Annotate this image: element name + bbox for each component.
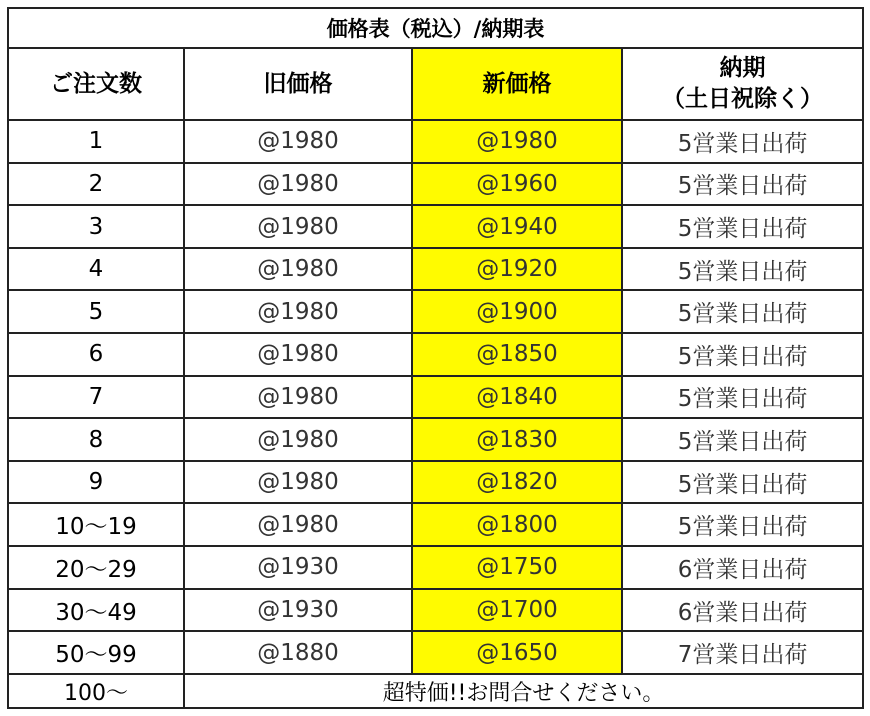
special-price-message: 超特価!!お問合せください。	[184, 674, 863, 708]
footer-row	[8, 674, 863, 708]
new-price-cell: @1920	[412, 248, 622, 291]
old-price-cell: @1980	[184, 120, 412, 163]
delivery-cell: 5営業日出荷	[622, 205, 863, 248]
quantity-cell: 2	[8, 163, 184, 206]
old-price-cell: @1930	[184, 546, 412, 589]
old-price-cell: @1980	[184, 205, 412, 248]
table-row	[8, 461, 863, 504]
table-title: 価格表（税込）/納期表	[8, 8, 863, 48]
new-price-cell: @1980	[412, 120, 622, 163]
quantity-cell: 3	[8, 205, 184, 248]
delivery-cell: 6営業日出荷	[622, 589, 863, 632]
old-price-header: 旧価格	[184, 48, 412, 120]
delivery-cell: 5営業日出荷	[622, 503, 863, 546]
new-price-cell: @1830	[412, 418, 622, 461]
table-row	[8, 503, 863, 546]
quantity-cell: 30〜49	[8, 589, 184, 632]
price-delivery-table	[7, 7, 864, 709]
old-price-cell: @1880	[184, 631, 412, 674]
new-price-header: 新価格	[412, 48, 622, 120]
table-row	[8, 546, 863, 589]
quantity-cell: 8	[8, 418, 184, 461]
delivery-header-label: 納期	[719, 55, 766, 81]
quantity-cell: 20〜29	[8, 546, 184, 589]
delivery-header-note: （土日祝除く）	[662, 86, 824, 112]
old-price-cell: @1980	[184, 461, 412, 504]
delivery-cell: 6営業日出荷	[622, 546, 863, 589]
old-price-cell: @1930	[184, 589, 412, 632]
delivery-cell: 5営業日出荷	[622, 290, 863, 333]
footer-quantity: 100〜	[8, 674, 184, 708]
table-row	[8, 205, 863, 248]
table-body	[8, 120, 863, 674]
table-title-row	[8, 8, 863, 48]
quantity-cell: 10〜19	[8, 503, 184, 546]
old-price-cell: @1980	[184, 163, 412, 206]
old-price-cell: @1980	[184, 333, 412, 376]
delivery-cell: 5営業日出荷	[622, 418, 863, 461]
quantity-header: ご注文数	[8, 48, 184, 120]
old-price-cell: @1980	[184, 503, 412, 546]
quantity-cell: 5	[8, 290, 184, 333]
new-price-cell: @1800	[412, 503, 622, 546]
new-price-cell: @1700	[412, 589, 622, 632]
old-price-cell: @1980	[184, 290, 412, 333]
table-row	[8, 120, 863, 163]
delivery-cell: 5営業日出荷	[622, 120, 863, 163]
column-header-row	[8, 48, 863, 120]
quantity-cell: 6	[8, 333, 184, 376]
old-price-cell: @1980	[184, 418, 412, 461]
table-row	[8, 290, 863, 333]
delivery-cell: 5営業日出荷	[622, 461, 863, 504]
old-price-cell: @1980	[184, 376, 412, 419]
table-row	[8, 631, 863, 674]
quantity-cell: 50〜99	[8, 631, 184, 674]
new-price-cell: @1940	[412, 205, 622, 248]
new-price-cell: @1960	[412, 163, 622, 206]
new-price-cell: @1840	[412, 376, 622, 419]
table-row	[8, 333, 863, 376]
new-price-cell: @1900	[412, 290, 622, 333]
delivery-cell: 5営業日出荷	[622, 376, 863, 419]
delivery-cell: 5営業日出荷	[622, 248, 863, 291]
quantity-cell: 9	[8, 461, 184, 504]
table-row	[8, 589, 863, 632]
table-row	[8, 376, 863, 419]
delivery-header	[622, 48, 863, 120]
quantity-cell: 4	[8, 248, 184, 291]
table-row	[8, 163, 863, 206]
table-row	[8, 248, 863, 291]
new-price-cell: @1650	[412, 631, 622, 674]
table-row	[8, 418, 863, 461]
old-price-cell: @1980	[184, 248, 412, 291]
new-price-cell: @1820	[412, 461, 622, 504]
new-price-cell: @1850	[412, 333, 622, 376]
quantity-cell: 1	[8, 120, 184, 163]
quantity-cell: 7	[8, 376, 184, 419]
delivery-cell: 5営業日出荷	[622, 163, 863, 206]
delivery-cell: 7営業日出荷	[622, 631, 863, 674]
delivery-cell: 5営業日出荷	[622, 333, 863, 376]
new-price-cell: @1750	[412, 546, 622, 589]
